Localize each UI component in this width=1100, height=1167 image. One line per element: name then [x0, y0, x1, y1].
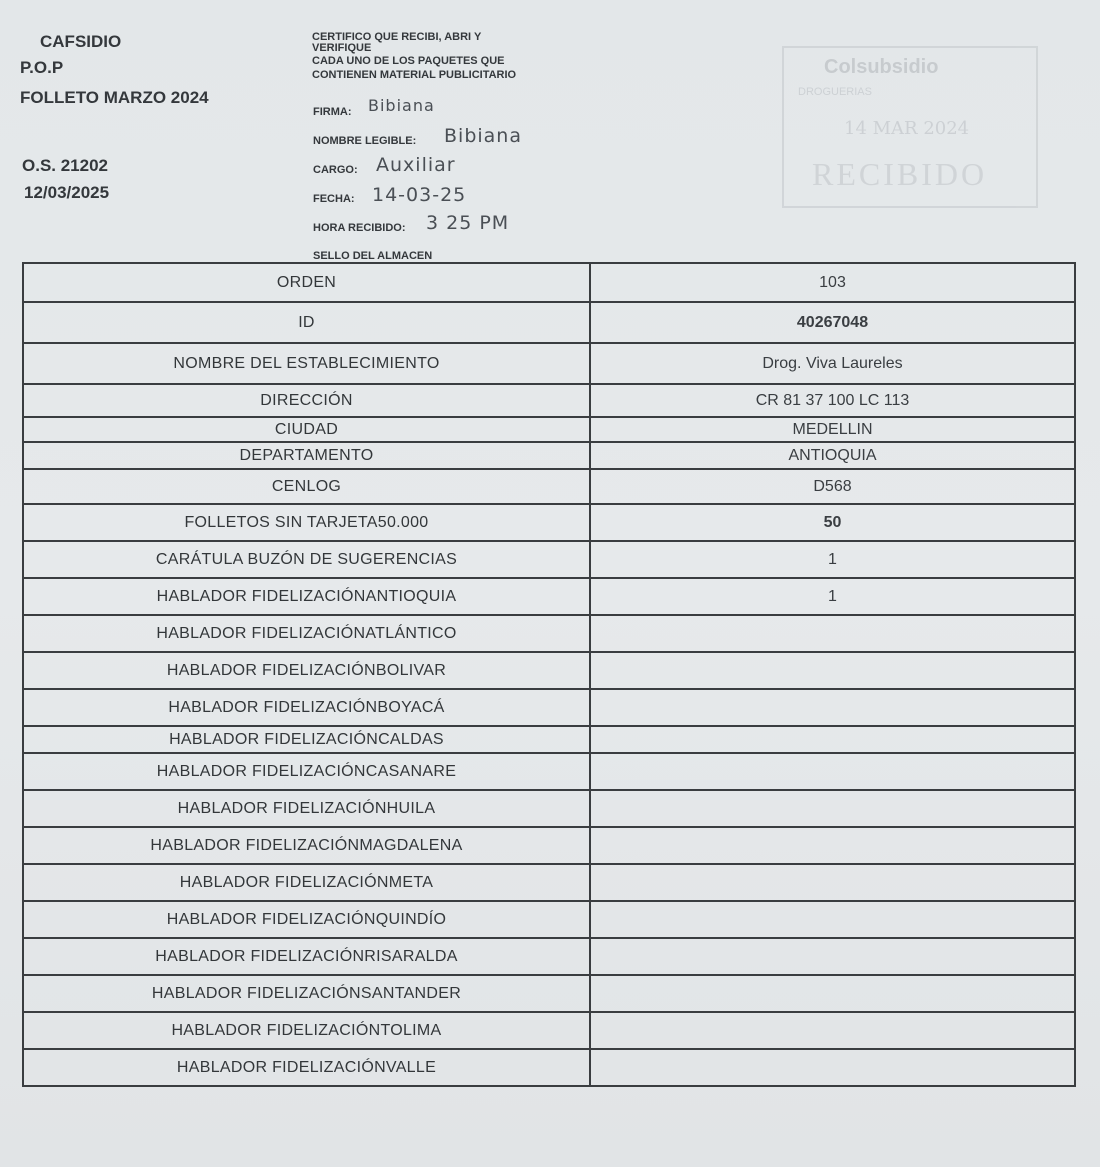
table-row: [24, 418, 1074, 443]
row-value: 1: [828, 587, 837, 605]
table-row: [24, 542, 1074, 579]
cargo-label: CARGO:: [313, 164, 358, 176]
row-value: [591, 690, 1074, 725]
table-row: [24, 1013, 1074, 1050]
row-value: [591, 754, 1074, 789]
table-row: [24, 828, 1074, 865]
row-value: [591, 1050, 1074, 1085]
table-row: [24, 264, 1074, 303]
row-label: HABLADOR FIDELIZACIÓNVALLE: [24, 1050, 591, 1085]
hora-label: HORA RECIBIDO:: [313, 222, 406, 234]
stamp-brand: Colsubsidio: [824, 56, 939, 78]
company-name: CAFSIDIO: [40, 32, 122, 51]
row-value: CR 81 37 100 LC 113: [755, 391, 910, 409]
row-label: HABLADOR FIDELIZACIÓNQUINDÍO: [24, 902, 591, 937]
hora-value: 3 25 PM: [426, 212, 510, 234]
row-label: DEPARTAMENTO: [24, 443, 591, 468]
row-value: [591, 791, 1074, 826]
table-row: [24, 690, 1074, 727]
row-value: [591, 976, 1074, 1011]
row-value: MEDELLIN: [792, 420, 873, 438]
row-value: 1: [828, 550, 837, 568]
row-value: [591, 1013, 1074, 1048]
row-label: HABLADOR FIDELIZACIÓNANTIOQUIA: [24, 579, 591, 614]
row-label: HABLADOR FIDELIZACIÓNCASANARE: [24, 754, 591, 789]
cert-line: CONTIENEN MATERIAL PUBLICITARIO: [312, 68, 517, 81]
fecha-value: 14-03-25: [372, 184, 467, 206]
table-row: [24, 976, 1074, 1013]
table-row: [24, 470, 1074, 505]
table-row: [24, 727, 1074, 754]
table-row: [24, 344, 1074, 385]
row-label: ORDEN: [24, 264, 591, 301]
table-row: [24, 902, 1074, 939]
row-label: HABLADOR FIDELIZACIÓNBOLIVAR: [24, 653, 591, 688]
row-label: HABLADOR FIDELIZACIÓNMETA: [24, 865, 591, 900]
table-row: [24, 653, 1074, 690]
row-value: [591, 653, 1074, 688]
cert-line: CADA UNO DE LOS PAQUETES QUE: [312, 55, 505, 67]
nombre-value: Bibiana: [444, 125, 522, 147]
nombre-label: NOMBRE LEGIBLE:: [313, 135, 417, 147]
cargo-value: Auxiliar: [376, 154, 456, 176]
table-row: [24, 939, 1074, 976]
row-value: [591, 939, 1074, 974]
row-label: FOLLETOS SIN TARJETA50.000: [24, 505, 591, 540]
row-label: HABLADOR FIDELIZACIÓNMAGDALENA: [24, 828, 591, 863]
stamp-word: RECIBIDO: [812, 156, 988, 192]
table-row: [24, 616, 1074, 653]
row-value: [591, 727, 1074, 752]
row-value: 40267048: [796, 313, 869, 331]
row-label: HABLADOR FIDELIZACIÓNHUILA: [24, 791, 591, 826]
row-label: HABLADOR FIDELIZACIÓNSANTANDER: [24, 976, 591, 1011]
firma-signature: Bibiana: [368, 96, 435, 115]
row-label: HABLADOR FIDELIZACIÓNTOLIMA: [24, 1013, 591, 1048]
row-label: ID: [24, 303, 591, 342]
table-row: [24, 754, 1074, 791]
data-table: [22, 262, 1076, 1087]
header-date: 12/03/2025: [24, 183, 110, 202]
row-label: HABLADOR FIDELIZACIÓNBOYACÁ: [24, 690, 591, 725]
stamp-date: 14 MAR 2024: [844, 118, 970, 139]
firma-label: FIRMA:: [313, 106, 352, 118]
row-label: CIUDAD: [24, 418, 591, 441]
row-label: HABLADOR FIDELIZACIÓNATLÁNTICO: [24, 616, 591, 651]
pop-label: P.O.P: [20, 58, 64, 77]
cert-line: VERIFIQUE: [312, 41, 372, 54]
row-value: [591, 902, 1074, 937]
row-label: CENLOG: [24, 470, 591, 503]
row-value: 103: [819, 273, 846, 291]
row-label: CARÁTULA BUZÓN DE SUGERENCIAS: [24, 542, 591, 577]
table-row: [24, 385, 1074, 418]
table-row: [24, 1050, 1074, 1087]
stamp-sub: DROGUERIAS: [798, 86, 872, 98]
row-value: [591, 865, 1074, 900]
table-row: [24, 303, 1074, 344]
table-row: [24, 791, 1074, 828]
row-label: DIRECCIÓN: [24, 385, 591, 416]
received-stamp: [782, 46, 1038, 208]
row-label: HABLADOR FIDELIZACIÓNCALDAS: [24, 727, 591, 752]
folleto-title: FOLLETO MARZO 2024: [20, 88, 209, 107]
row-label: NOMBRE DEL ESTABLECIMIENTO: [24, 344, 591, 383]
row-label: HABLADOR FIDELIZACIÓNRISARALDA: [24, 939, 591, 974]
sello-label: SELLO DEL ALMACEN: [313, 250, 433, 262]
row-value: Drog. Viva Laureles: [762, 354, 903, 372]
table-row: [24, 579, 1074, 616]
os-number: O.S. 21202: [22, 156, 109, 175]
fecha-label: FECHA:: [313, 193, 355, 205]
cert-line: CERTIFICO QUE RECIBI, ABRI Y: [312, 31, 482, 43]
row-value: [591, 616, 1074, 651]
table-row: [24, 443, 1074, 470]
table-row: [24, 865, 1074, 902]
table-row: [24, 505, 1074, 542]
row-value: [591, 828, 1074, 863]
row-value: 50: [823, 513, 842, 531]
row-value: D568: [813, 477, 852, 495]
certificate-text: [312, 30, 516, 82]
row-value: ANTIOQUIA: [788, 446, 877, 464]
